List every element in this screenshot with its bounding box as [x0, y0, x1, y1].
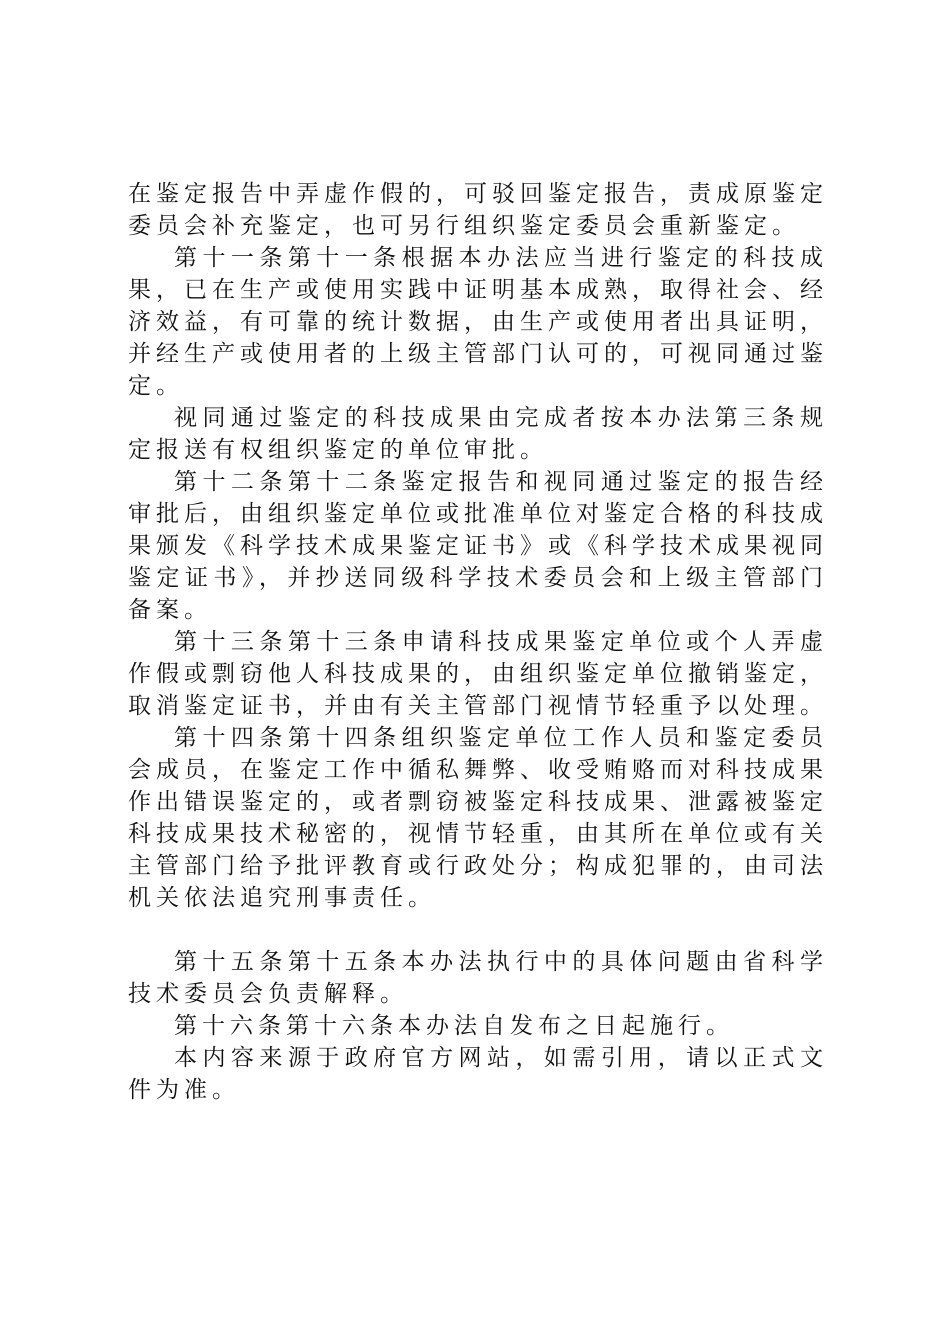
- paragraph-source-note: 本内容来源于政府官方网站，如需引用，请以正式文件为准。: [128, 1045, 828, 1103]
- paragraph-article-11: 第十一条第十一条根据本办法应当进行鉴定的科技成果，已在生产或使用实践中证明基本成熟，取得社会、经济效益，有可靠的统计数据，由生产或使用者出具证明，并经生产或使用者的上级主管部门认可的，可视同通过鉴定。: [128, 245, 828, 399]
- paragraph-article-15: 第十五条第十五条本办法执行中的具体问题由省科学技术委员会负责解释。: [128, 949, 828, 1007]
- document-body: [128, 178, 828, 1106]
- paragraph-article-12: 第十二条第十二条鉴定报告和视同通过鉴定的报告经审批后，由组织鉴定单位或批准单位对鉴定合格的科技成果颁发《科学技术成果鉴定证书》或《科学技术成果视同鉴定证书》，并抄送同级科学技术委员会和上级主管部门备案。: [128, 469, 828, 623]
- paragraph-article-16: 第十六条第十六条本办法自发布之日起施行。: [174, 1013, 734, 1039]
- paragraph-gap: [128, 914, 828, 946]
- paragraph-article-11-supplement: 视同通过鉴定的科技成果由完成者按本办法第三条规定报送有权组织鉴定的单位审批。: [128, 405, 828, 463]
- paragraph-article-14: 第十四条第十四条组织鉴定单位工作人员和鉴定委员会成员，在鉴定工作中循私舞弊、收受贿赂而对科技成果作出错误鉴定的，或者剽窃被鉴定科技成果、泄露被鉴定科技成果技术秘密的，视情节轻重，由其所在单位或有关主管部门给予批评教育或行政处分；构成犯罪的，由司法机关依法追究刑事责任。: [128, 725, 828, 911]
- paragraph-article-13: 第十三条第十三条申请科技成果鉴定单位或个人弄虚作假或剽窃他人科技成果的，由组织鉴定单位撤销鉴定，取消鉴定证书，并由有关主管部门视情节轻重予以处理。: [128, 629, 828, 719]
- paragraph-continuation: 在鉴定报告中弄虚作假的，可驳回鉴定报告，责成原鉴定委员会补充鉴定，也可另行组织鉴定委员会重新鉴定。: [128, 181, 828, 239]
